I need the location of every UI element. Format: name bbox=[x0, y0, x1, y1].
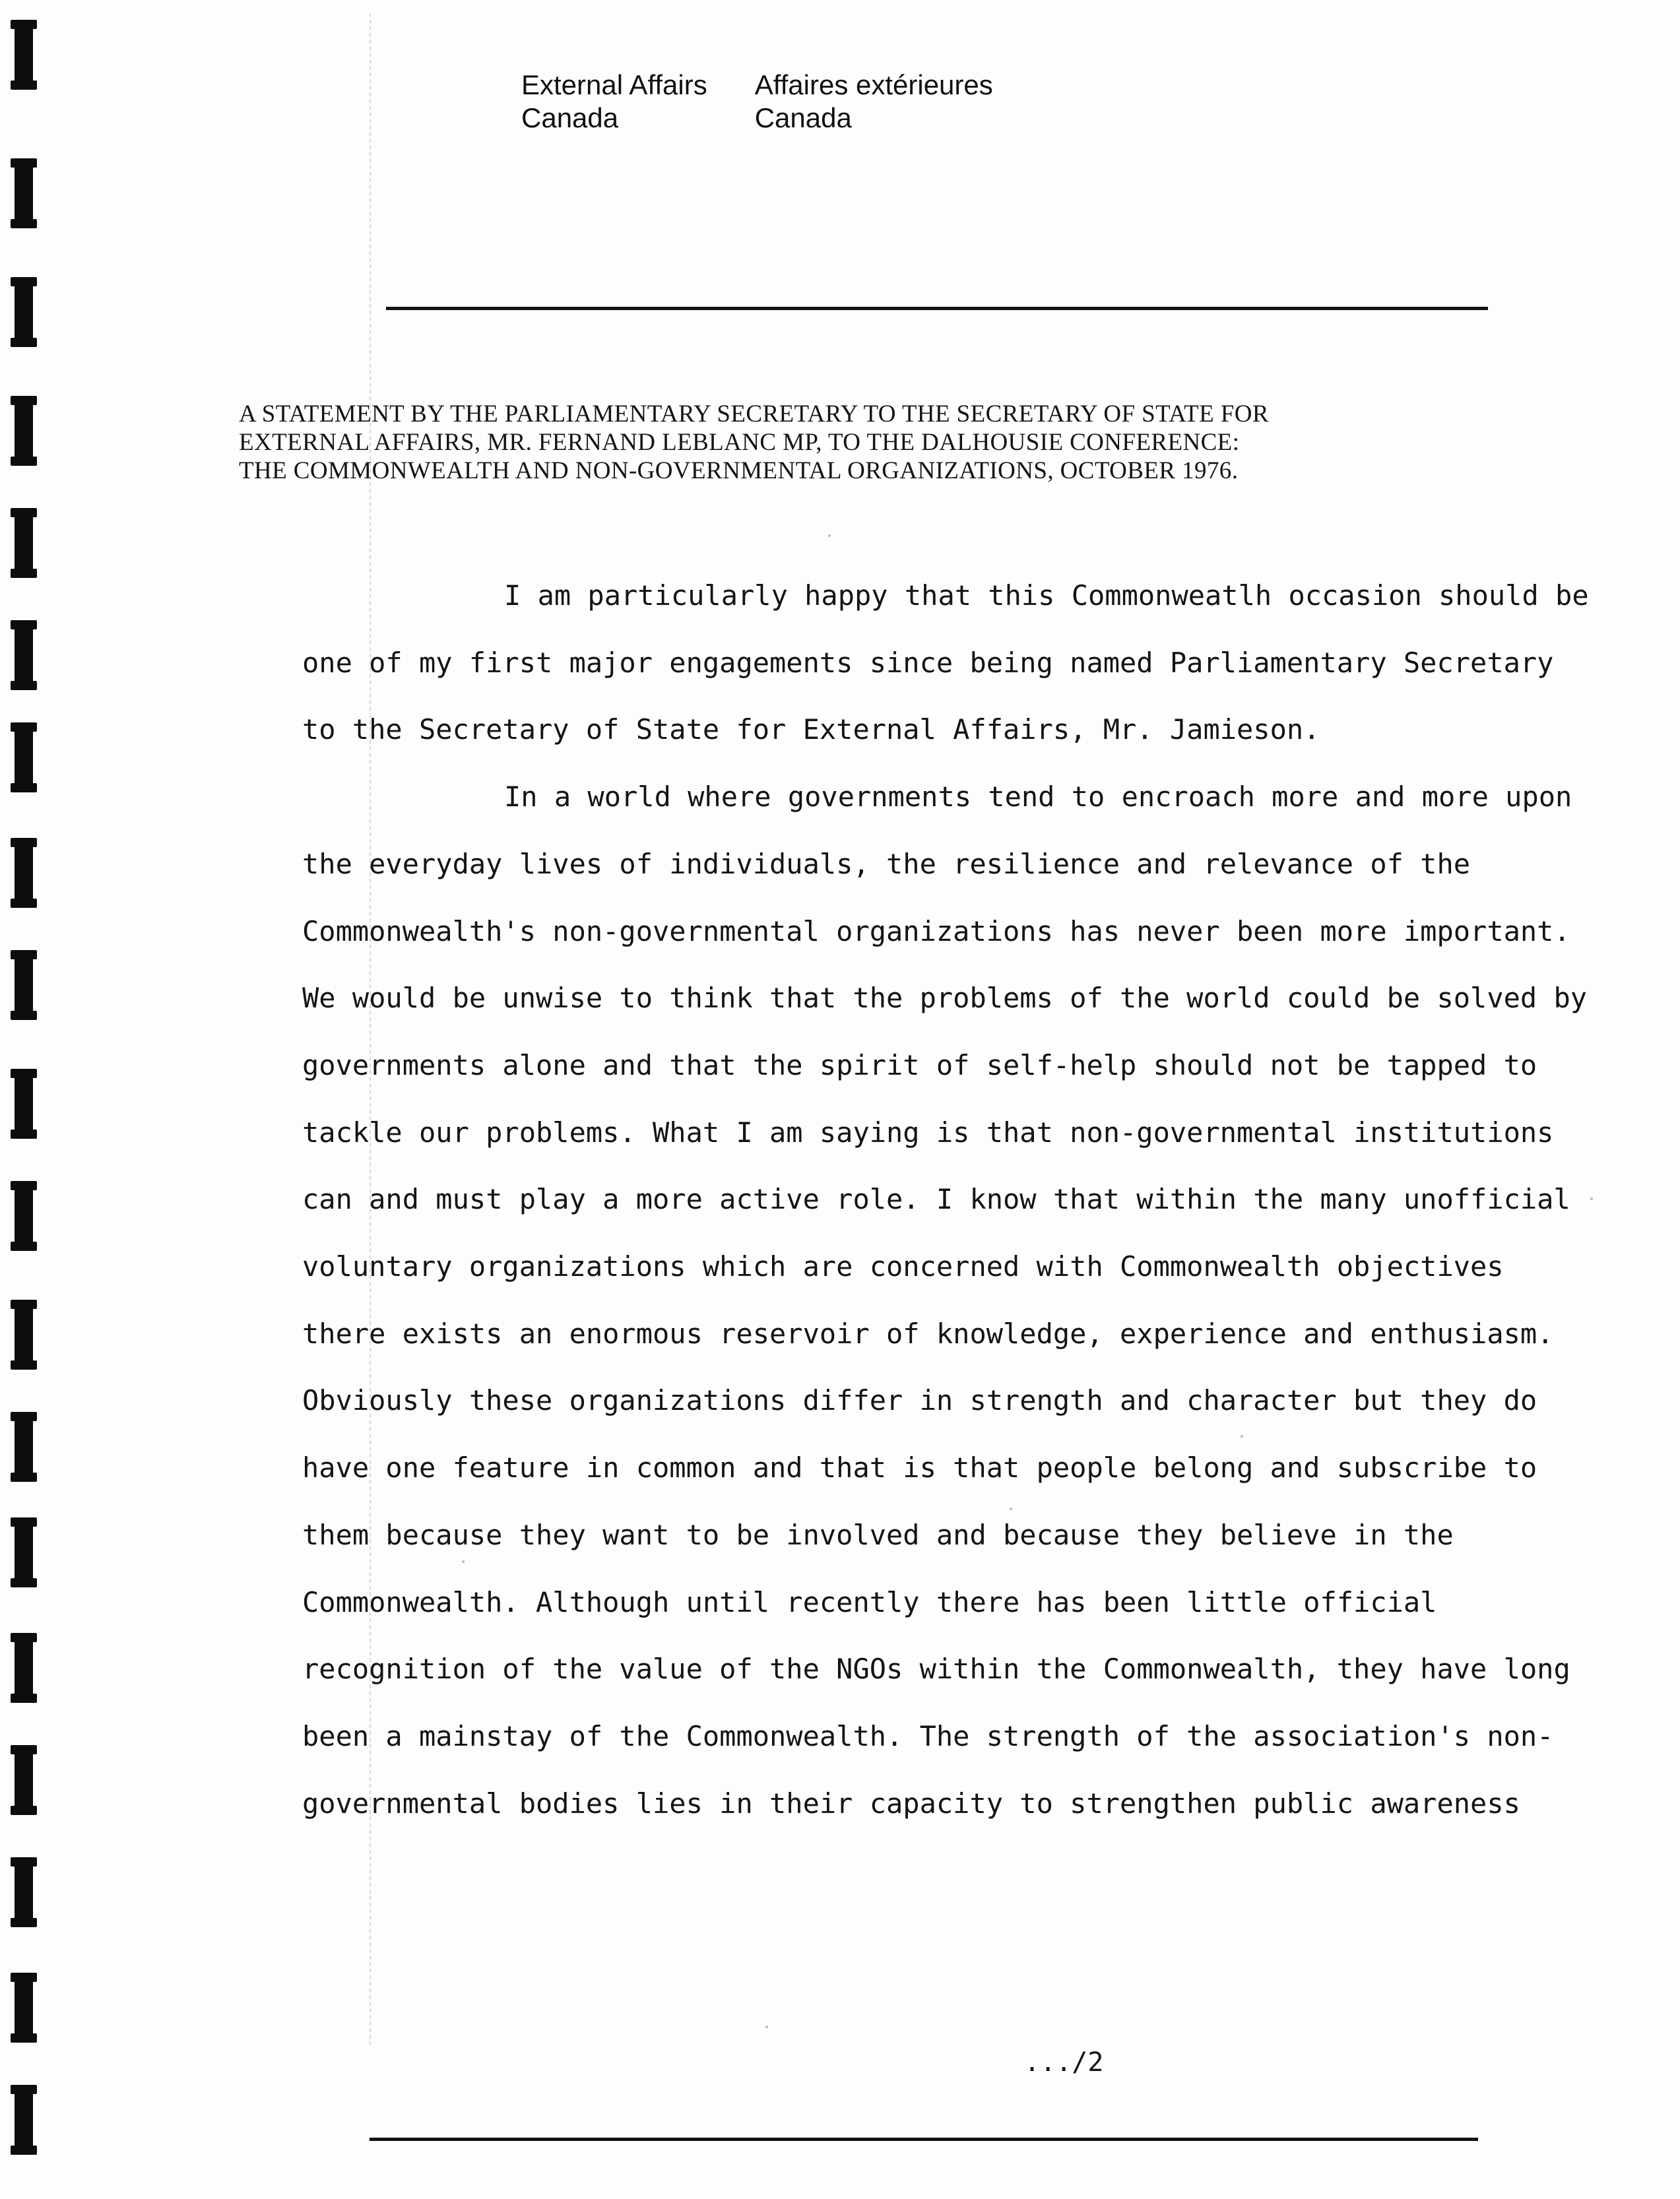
margin-mark bbox=[15, 1633, 33, 1703]
margin-mark bbox=[15, 1412, 33, 1482]
margin-mark bbox=[15, 508, 33, 578]
letterhead-french-line1: Affaires extérieures bbox=[754, 69, 993, 100]
letterhead-french-line2: Canada bbox=[754, 102, 852, 133]
scan-speck bbox=[1241, 1435, 1243, 1438]
letterhead-english bbox=[521, 69, 707, 135]
scan-speck bbox=[1010, 1508, 1012, 1510]
scan-speck bbox=[765, 2025, 768, 2028]
paragraph: In a world where governments tend to encroach more and more upon the everyday lives of individuals, the resilience and relevance of the Commonwealth's non-governmental organizations has never been more important. We would be unwise to think that the problems of the world could be solved by governments alone and that the spirit of self-help should not be tapped to tackle our problems. What I am saying is that non-governmental institutions can and must play a more active role. I know that within the many unofficial voluntary organizations which are concerned with Commonwealth objectives there exists an enormous reservoir of knowledge, experience and enthusiasm. Obviously these organizations differ in strength and character but they do have one feature in common and that is that people belong and subscribe to them because they want to be involved and because they believe in the Commonwealth. Although until recently there has been little official recognition of the value of the NGOs within the Commonwealth, they have long been a mainstay of the Commonwealth. The strength of the association's non-governmental bodies lies in their capacity to strengthen public awareness bbox=[302, 781, 1588, 1820]
margin-mark bbox=[15, 1857, 33, 1927]
margin-mark bbox=[15, 1517, 33, 1587]
letterhead-english-line2: Canada bbox=[521, 102, 619, 133]
margin-mark bbox=[15, 838, 33, 908]
margin-mark bbox=[15, 1745, 33, 1815]
header-rule bbox=[386, 307, 1488, 310]
margin-mark bbox=[15, 277, 33, 347]
margin-mark bbox=[15, 620, 33, 690]
scan-speck bbox=[462, 1560, 465, 1563]
statement-heading: A STATEMENT BY THE PARLIAMENTARY SECRETARY TO THE SECRETARY OF STATE FOR EXTERNAL AFFAIRS, MR. FERNAND LEBLANC MP, TO THE DALHOUSIE CONFERENCE: THE COMMONWEALTH AND NON-GOVERNMENTAL ORGANIZATIONS, OCTOBER 1976. bbox=[239, 400, 1269, 484]
margin-mark bbox=[15, 1181, 33, 1251]
letterhead-french bbox=[755, 69, 993, 135]
margin-mark bbox=[15, 20, 33, 90]
margin-mark bbox=[15, 722, 33, 792]
statement-body bbox=[302, 562, 1596, 1837]
page-continuation: .../2 bbox=[1024, 2047, 1104, 2078]
margin-mark bbox=[15, 1300, 33, 1370]
letterhead bbox=[521, 69, 993, 135]
margin-mark bbox=[15, 158, 33, 228]
margin-mark bbox=[15, 1973, 33, 2043]
margin-mark bbox=[15, 2085, 33, 2155]
margin-mark bbox=[15, 1069, 33, 1139]
punch-hole-margin bbox=[0, 0, 53, 2199]
scan-speck bbox=[1590, 1197, 1593, 1200]
footer-rule bbox=[370, 2138, 1478, 2141]
scan-speck bbox=[828, 534, 831, 537]
letterhead-english-line1: External Affairs bbox=[521, 69, 707, 100]
margin-mark bbox=[15, 950, 33, 1020]
paragraph: I am particularly happy that this Commonweatlh occasion should be one of my first major engagements since being named Parliamentary Secretary to the Secretary of State for External Affairs, Mr. Jamieson. bbox=[302, 579, 1589, 746]
margin-mark bbox=[15, 396, 33, 466]
